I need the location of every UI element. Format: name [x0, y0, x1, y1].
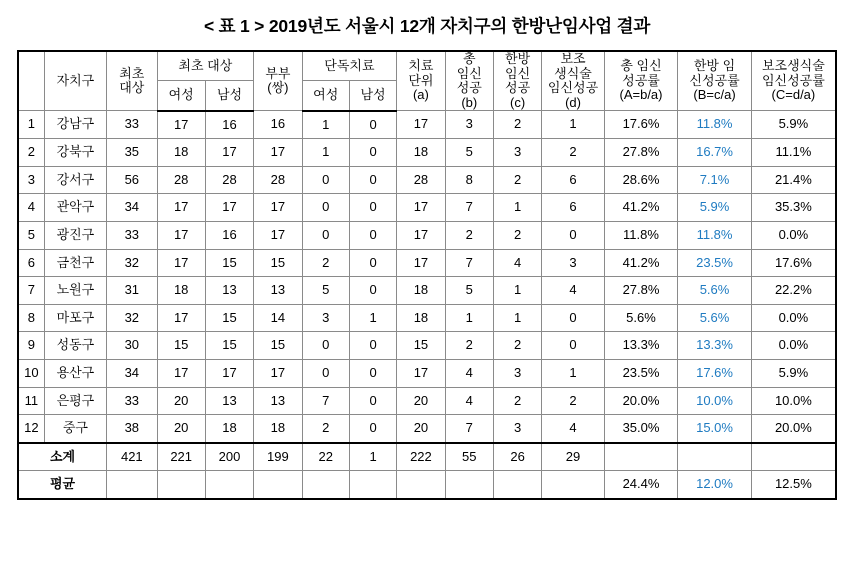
row-solo-female: 0	[302, 222, 349, 250]
row-first-male: 17	[205, 139, 253, 167]
row-couple: 17	[254, 194, 302, 222]
row-first-female: 18	[157, 277, 205, 305]
row-index: 6	[18, 249, 44, 277]
row-couple: 14	[254, 304, 302, 332]
summary-label: 소계	[18, 443, 107, 471]
row-first-male: 28	[205, 166, 253, 194]
row-preg-han: 3	[493, 139, 541, 167]
row-first-male: 17	[205, 360, 253, 388]
row-gu: 은평구	[44, 387, 106, 415]
row-gu: 강서구	[44, 166, 106, 194]
table-header	[18, 51, 836, 111]
row-preg-han: 2	[493, 222, 541, 250]
row-solo-female: 2	[302, 415, 349, 443]
row-couple: 13	[254, 387, 302, 415]
average-rate-art: 12.5%	[751, 471, 836, 499]
row-preg-total: 8	[445, 166, 493, 194]
average-preg-total	[445, 471, 493, 499]
row-gu: 강북구	[44, 139, 106, 167]
row-preg-han: 2	[493, 166, 541, 194]
row-first-male: 13	[205, 277, 253, 305]
row-solo-female: 0	[302, 166, 349, 194]
row-index: 10	[18, 360, 44, 388]
summary-first-male: 200	[205, 443, 253, 471]
row-preg-art: 1	[542, 111, 604, 139]
table-row	[18, 249, 836, 277]
row-couple: 17	[254, 139, 302, 167]
row-solo-female: 0	[302, 332, 349, 360]
row-unit: 17	[397, 249, 445, 277]
header-index	[18, 51, 44, 111]
row-rate-total: 27.8%	[604, 277, 678, 305]
average-couple	[254, 471, 302, 499]
row-solo-male: 0	[349, 194, 396, 222]
row-preg-art: 2	[542, 387, 604, 415]
table-row	[18, 360, 836, 388]
header-preg-han: 한방 임신 성공 (c)	[493, 51, 541, 111]
row-first-male: 13	[205, 387, 253, 415]
row-solo-female: 0	[302, 360, 349, 388]
table-row	[18, 415, 836, 443]
header-preg-total: 총 임신 성공 (b)	[445, 51, 493, 111]
row-solo-male: 0	[349, 387, 396, 415]
row-rate-art: 21.4%	[751, 166, 836, 194]
header-preg-art: 보조 생식술 임신성공 (d)	[542, 51, 604, 111]
row-preg-han: 1	[493, 194, 541, 222]
row-first-female: 20	[157, 415, 205, 443]
row-couple: 28	[254, 166, 302, 194]
row-rate-han: 5.9%	[678, 194, 752, 222]
average-first-female	[157, 471, 205, 499]
row-unit: 15	[397, 332, 445, 360]
row-index: 12	[18, 415, 44, 443]
average-row	[18, 471, 836, 499]
row-unit: 17	[397, 360, 445, 388]
row-first-male: 15	[205, 249, 253, 277]
row-unit: 20	[397, 415, 445, 443]
row-preg-han: 3	[493, 415, 541, 443]
row-preg-total: 5	[445, 277, 493, 305]
row-preg-total: 1	[445, 304, 493, 332]
summary-rate-art	[751, 443, 836, 471]
table-body	[18, 111, 836, 499]
average-unit	[397, 471, 445, 499]
row-preg-total: 5	[445, 139, 493, 167]
average-rate-han: 12.0%	[678, 471, 752, 499]
row-index: 11	[18, 387, 44, 415]
header-first-female: 여성	[157, 81, 205, 111]
summary-solo-female: 22	[302, 443, 349, 471]
row-gu: 마포구	[44, 304, 106, 332]
row-solo-female: 0	[302, 194, 349, 222]
row-rate-art: 22.2%	[751, 277, 836, 305]
row-rate-han: 16.7%	[678, 139, 752, 167]
page-title: < 표 1 > 2019년도 서울시 12개 자치구의 한방난임사업 결과	[203, 16, 651, 36]
row-unit: 20	[397, 387, 445, 415]
average-label: 평균	[18, 471, 107, 499]
header-solo-female: 여성	[302, 81, 349, 111]
row-solo-female: 3	[302, 304, 349, 332]
row-preg-art: 0	[542, 332, 604, 360]
average-first-total	[107, 471, 157, 499]
row-preg-art: 6	[542, 194, 604, 222]
results-table	[17, 50, 837, 500]
row-rate-han: 11.8%	[678, 111, 752, 139]
row-index: 3	[18, 166, 44, 194]
row-preg-art: 1	[542, 360, 604, 388]
header-unit: 치료 단위 (a)	[397, 51, 445, 111]
row-preg-art: 2	[542, 139, 604, 167]
row-couple: 17	[254, 360, 302, 388]
row-first-female: 15	[157, 332, 205, 360]
row-first-total: 33	[107, 111, 157, 139]
row-couple: 15	[254, 249, 302, 277]
row-rate-total: 23.5%	[604, 360, 678, 388]
row-index: 2	[18, 139, 44, 167]
row-rate-total: 41.2%	[604, 194, 678, 222]
row-rate-han: 15.0%	[678, 415, 752, 443]
row-solo-male: 0	[349, 360, 396, 388]
row-unit: 17	[397, 194, 445, 222]
row-preg-art: 0	[542, 304, 604, 332]
summary-couple: 199	[254, 443, 302, 471]
row-preg-total: 7	[445, 194, 493, 222]
summary-first-female: 221	[157, 443, 205, 471]
row-preg-art: 3	[542, 249, 604, 277]
row-rate-total: 41.2%	[604, 249, 678, 277]
row-preg-han: 2	[493, 111, 541, 139]
row-first-total: 31	[107, 277, 157, 305]
row-unit: 17	[397, 222, 445, 250]
row-first-total: 33	[107, 387, 157, 415]
table-row	[18, 194, 836, 222]
row-rate-han: 17.6%	[678, 360, 752, 388]
row-first-male: 15	[205, 332, 253, 360]
table-row	[18, 111, 836, 139]
row-rate-han: 10.0%	[678, 387, 752, 415]
table-row	[18, 277, 836, 305]
row-first-female: 17	[157, 360, 205, 388]
row-unit: 17	[397, 111, 445, 139]
summary-unit: 222	[397, 443, 445, 471]
row-first-male: 16	[205, 111, 253, 139]
summary-row	[18, 443, 836, 471]
row-preg-total: 4	[445, 360, 493, 388]
row-solo-male: 0	[349, 249, 396, 277]
row-preg-han: 2	[493, 387, 541, 415]
row-index: 4	[18, 194, 44, 222]
average-first-male	[205, 471, 253, 499]
row-solo-female: 5	[302, 277, 349, 305]
row-rate-art: 0.0%	[751, 222, 836, 250]
header-first-male: 남성	[205, 81, 253, 111]
row-rate-total: 13.3%	[604, 332, 678, 360]
row-gu: 노원구	[44, 277, 106, 305]
row-rate-han: 5.6%	[678, 304, 752, 332]
header-rate-han: 한방 임 신성공률 (B=c/a)	[678, 51, 752, 111]
row-solo-female: 7	[302, 387, 349, 415]
average-solo-male	[349, 471, 396, 499]
header-couple: 부부 (쌍)	[254, 51, 302, 111]
average-rate-total: 24.4%	[604, 471, 678, 499]
row-unit: 18	[397, 139, 445, 167]
row-preg-total: 2	[445, 222, 493, 250]
header-first-group: 최초 대상	[157, 51, 254, 81]
row-rate-han: 5.6%	[678, 277, 752, 305]
row-preg-art: 4	[542, 415, 604, 443]
row-solo-male: 0	[349, 111, 396, 139]
row-gu: 중구	[44, 415, 106, 443]
row-solo-male: 0	[349, 222, 396, 250]
table-row	[18, 387, 836, 415]
row-preg-art: 0	[542, 222, 604, 250]
row-index: 8	[18, 304, 44, 332]
row-solo-female: 1	[302, 111, 349, 139]
row-gu: 금천구	[44, 249, 106, 277]
row-first-total: 56	[107, 166, 157, 194]
row-preg-han: 4	[493, 249, 541, 277]
row-solo-male: 0	[349, 166, 396, 194]
row-first-female: 17	[157, 304, 205, 332]
summary-first-total: 421	[107, 443, 157, 471]
row-solo-male: 0	[349, 139, 396, 167]
row-first-total: 32	[107, 249, 157, 277]
row-couple: 18	[254, 415, 302, 443]
table-row	[18, 139, 836, 167]
average-preg-han	[493, 471, 541, 499]
row-rate-art: 0.0%	[751, 332, 836, 360]
row-rate-total: 20.0%	[604, 387, 678, 415]
row-gu: 광진구	[44, 222, 106, 250]
summary-preg-total: 55	[445, 443, 493, 471]
row-first-female: 17	[157, 194, 205, 222]
row-preg-total: 7	[445, 249, 493, 277]
row-preg-total: 2	[445, 332, 493, 360]
row-rate-art: 5.9%	[751, 111, 836, 139]
summary-rate-han	[678, 443, 752, 471]
row-first-total: 35	[107, 139, 157, 167]
row-rate-art: 0.0%	[751, 304, 836, 332]
row-rate-han: 23.5%	[678, 249, 752, 277]
row-preg-art: 4	[542, 277, 604, 305]
row-solo-male: 1	[349, 304, 396, 332]
row-preg-total: 7	[445, 415, 493, 443]
row-rate-art: 5.9%	[751, 360, 836, 388]
row-first-total: 38	[107, 415, 157, 443]
summary-preg-art: 29	[542, 443, 604, 471]
header-gu: 자치구	[44, 51, 106, 111]
row-rate-total: 11.8%	[604, 222, 678, 250]
row-first-total: 32	[107, 304, 157, 332]
row-gu: 용산구	[44, 360, 106, 388]
row-index: 7	[18, 277, 44, 305]
row-rate-art: 10.0%	[751, 387, 836, 415]
row-first-female: 18	[157, 139, 205, 167]
row-gu: 관악구	[44, 194, 106, 222]
row-rate-total: 17.6%	[604, 111, 678, 139]
summary-rate-total	[604, 443, 678, 471]
row-first-male: 18	[205, 415, 253, 443]
row-rate-total: 35.0%	[604, 415, 678, 443]
table-row	[18, 304, 836, 332]
row-couple: 17	[254, 222, 302, 250]
row-gu: 강남구	[44, 111, 106, 139]
row-solo-male: 0	[349, 415, 396, 443]
average-solo-female	[302, 471, 349, 499]
row-solo-male: 0	[349, 277, 396, 305]
header-first-total: 최초 대상	[107, 51, 157, 111]
row-first-total: 34	[107, 194, 157, 222]
header-rate-total: 총 임신 성공률 (A=b/a)	[604, 51, 678, 111]
row-rate-art: 35.3%	[751, 194, 836, 222]
row-rate-art: 20.0%	[751, 415, 836, 443]
row-rate-han: 11.8%	[678, 222, 752, 250]
row-first-female: 17	[157, 249, 205, 277]
row-first-total: 30	[107, 332, 157, 360]
header-row-top	[18, 51, 836, 81]
row-first-female: 17	[157, 111, 205, 139]
row-first-total: 34	[107, 360, 157, 388]
row-index: 1	[18, 111, 44, 139]
header-solo-group: 단독치료	[302, 51, 397, 81]
table-row	[18, 222, 836, 250]
row-first-female: 20	[157, 387, 205, 415]
row-first-total: 33	[107, 222, 157, 250]
row-first-female: 28	[157, 166, 205, 194]
row-rate-total: 5.6%	[604, 304, 678, 332]
row-couple: 15	[254, 332, 302, 360]
row-preg-han: 1	[493, 304, 541, 332]
row-preg-total: 4	[445, 387, 493, 415]
header-rate-art: 보조생식술 임신성공률 (C=d/a)	[751, 51, 836, 111]
row-unit: 28	[397, 166, 445, 194]
header-solo-male: 남성	[349, 81, 396, 111]
summary-preg-han: 26	[493, 443, 541, 471]
row-index: 9	[18, 332, 44, 360]
row-preg-total: 3	[445, 111, 493, 139]
summary-solo-male: 1	[349, 443, 396, 471]
row-first-female: 17	[157, 222, 205, 250]
row-index: 5	[18, 222, 44, 250]
row-rate-art: 11.1%	[751, 139, 836, 167]
row-solo-female: 1	[302, 139, 349, 167]
row-couple: 13	[254, 277, 302, 305]
row-first-male: 15	[205, 304, 253, 332]
row-gu: 성동구	[44, 332, 106, 360]
row-unit: 18	[397, 277, 445, 305]
row-rate-total: 28.6%	[604, 166, 678, 194]
row-rate-han: 7.1%	[678, 166, 752, 194]
row-first-male: 17	[205, 194, 253, 222]
row-preg-han: 2	[493, 332, 541, 360]
row-rate-total: 27.8%	[604, 139, 678, 167]
table-row	[18, 166, 836, 194]
average-preg-art	[542, 471, 604, 499]
row-first-male: 16	[205, 222, 253, 250]
row-solo-male: 0	[349, 332, 396, 360]
row-preg-han: 3	[493, 360, 541, 388]
row-preg-art: 6	[542, 166, 604, 194]
row-preg-han: 1	[493, 277, 541, 305]
row-rate-art: 17.6%	[751, 249, 836, 277]
row-unit: 18	[397, 304, 445, 332]
row-rate-han: 13.3%	[678, 332, 752, 360]
row-solo-female: 2	[302, 249, 349, 277]
table-row	[18, 332, 836, 360]
row-couple: 16	[254, 111, 302, 139]
